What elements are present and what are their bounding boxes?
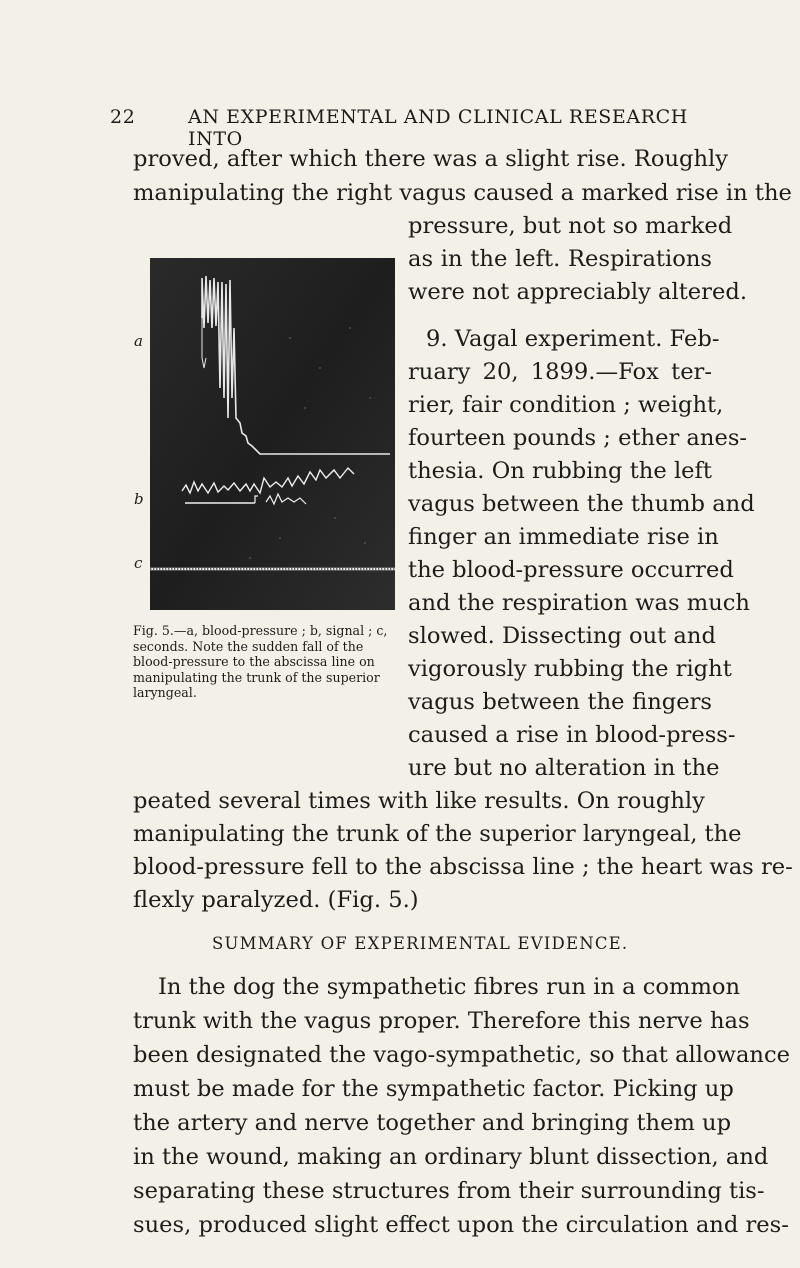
body-line: vagus between the fingers bbox=[408, 689, 712, 715]
body-line: proved, after which there was a slight rise. Roughly bbox=[133, 146, 729, 172]
body-line: and the respiration was much bbox=[408, 590, 750, 616]
body-line: as in the left. Respirations bbox=[408, 246, 712, 272]
body-line: slowed. Dissecting out and bbox=[408, 623, 716, 649]
summary-line: separating these structures from their surrounding tis- bbox=[133, 1178, 765, 1204]
body-line: vagus between the thumb and bbox=[408, 491, 755, 517]
body-line: were not appreciably altered. bbox=[408, 279, 747, 305]
figure-5 bbox=[130, 258, 395, 616]
body-line: vigorously rubbing the right bbox=[408, 656, 732, 682]
figure-caption: Fig. 5.—a, blood-pressure ; b, signal ; c, seconds. Note the sudden fall of the blood-pressure to the abscissa line on manipulating the trunk of the superior laryngeal. bbox=[133, 623, 388, 701]
summary-line: in the wound, making an ordinary blunt dissection, and bbox=[133, 1144, 769, 1170]
figure-label-b: b bbox=[134, 490, 144, 508]
body-line: thesia. On rubbing the left bbox=[408, 458, 712, 484]
body-line: peated several times with like results. On roughly bbox=[133, 788, 705, 814]
body-line: caused a rise in blood-press- bbox=[408, 722, 736, 748]
body-line: ruary 20, 1899.—Fox ter- bbox=[408, 359, 712, 385]
summary-line: In the dog the sympathetic fibres run in a common bbox=[158, 974, 741, 1000]
body-line: the blood-pressure occurred bbox=[408, 557, 734, 583]
body-line: finger an immediate rise in bbox=[408, 524, 719, 550]
body-line: 9. Vagal experiment. Feb- bbox=[426, 326, 720, 352]
summary-line: must be made for the sympathetic factor. Picking up bbox=[133, 1076, 734, 1102]
body-line: pressure, but not so marked bbox=[408, 213, 733, 239]
summary-line: the artery and nerve together and bringing them up bbox=[133, 1110, 732, 1136]
kymograph-trace-image bbox=[130, 258, 395, 616]
body-line: flexly paralyzed. (Fig. 5.) bbox=[133, 887, 419, 913]
section-heading: SUMMARY OF EXPERIMENTAL EVIDENCE. bbox=[212, 934, 629, 953]
summary-line: trunk with the vagus proper. Therefore this nerve has bbox=[133, 1008, 750, 1034]
body-line: fourteen pounds ; ether anes- bbox=[408, 425, 748, 451]
figure-label-a: a bbox=[134, 332, 143, 350]
summary-line: sues, produced slight effect upon the circulation and res- bbox=[133, 1212, 789, 1238]
body-line: blood-pressure fell to the abscissa line ; the heart was re- bbox=[133, 854, 793, 880]
body-line: manipulating the right vagus caused a marked rise in the bbox=[133, 180, 792, 206]
figure-label-c: c bbox=[134, 554, 143, 572]
body-line: ure but no alteration in the bbox=[408, 755, 720, 781]
running-title: AN EXPERIMENTAL AND CLINICAL RESEARCH INTO bbox=[188, 106, 688, 150]
summary-line: been designated the vago-sympathetic, so that allowance bbox=[133, 1042, 790, 1068]
body-line: rier, fair condition ; weight, bbox=[408, 392, 724, 418]
body-line: manipulating the trunk of the superior laryngeal, the bbox=[133, 821, 742, 847]
page-number: 22 bbox=[110, 106, 136, 128]
